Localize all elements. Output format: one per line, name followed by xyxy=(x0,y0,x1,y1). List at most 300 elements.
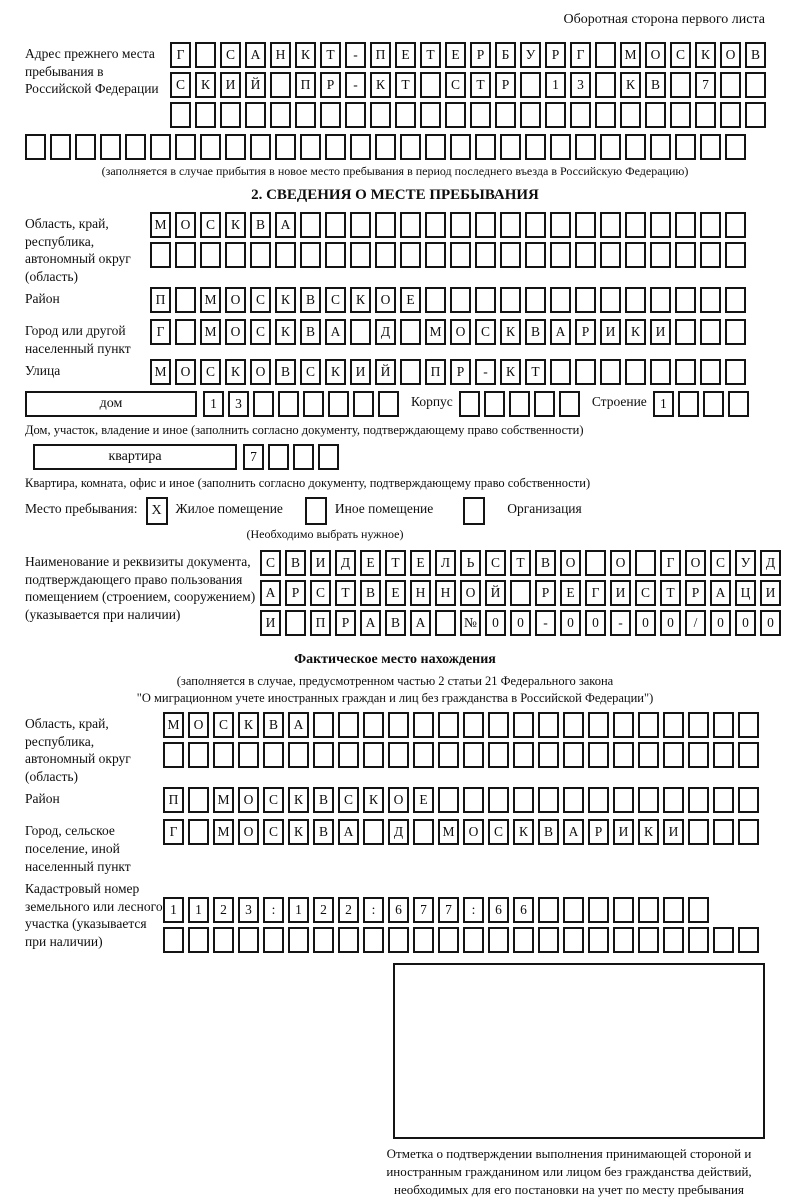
char-cell[interactable]: / xyxy=(685,610,706,636)
char-cell[interactable] xyxy=(663,712,684,738)
char-cell[interactable] xyxy=(275,242,296,268)
char-cell[interactable] xyxy=(413,819,434,845)
char-cell[interactable]: Е xyxy=(445,42,466,68)
char-cell[interactable] xyxy=(538,787,559,813)
char-cell[interactable] xyxy=(725,212,746,238)
char-cell[interactable]: С xyxy=(300,359,321,385)
char-cell[interactable] xyxy=(510,580,531,606)
char-cell[interactable]: Б xyxy=(495,42,516,68)
char-cell[interactable] xyxy=(200,242,221,268)
char-cell[interactable] xyxy=(520,102,541,128)
char-cell[interactable]: С xyxy=(325,287,346,313)
char-cell[interactable] xyxy=(688,742,709,768)
char-cell[interactable]: - xyxy=(345,72,366,98)
char-cell[interactable] xyxy=(188,742,209,768)
char-cell[interactable] xyxy=(675,134,696,160)
char-cell[interactable]: С xyxy=(263,819,284,845)
char-cell[interactable] xyxy=(350,319,371,345)
char-cell[interactable]: К xyxy=(275,287,296,313)
char-cell[interactable] xyxy=(635,550,656,576)
char-cell[interactable] xyxy=(475,242,496,268)
char-cell[interactable]: А xyxy=(260,580,281,606)
char-cell[interactable]: Е xyxy=(410,550,431,576)
char-cell[interactable] xyxy=(650,359,671,385)
char-cell[interactable] xyxy=(600,242,621,268)
char-cell[interactable]: И xyxy=(610,580,631,606)
char-cell[interactable] xyxy=(345,102,366,128)
char-cell[interactable]: Д xyxy=(335,550,356,576)
char-cell[interactable] xyxy=(438,712,459,738)
char-cell[interactable] xyxy=(363,927,384,953)
char-cell[interactable] xyxy=(488,787,509,813)
char-cell[interactable] xyxy=(320,102,341,128)
char-cell[interactable]: К xyxy=(638,819,659,845)
char-cell[interactable] xyxy=(463,712,484,738)
char-cell[interactable]: Ь xyxy=(460,550,481,576)
char-cell[interactable] xyxy=(325,212,346,238)
char-cell[interactable] xyxy=(675,287,696,313)
char-cell[interactable] xyxy=(725,359,746,385)
char-cell[interactable]: Г xyxy=(585,580,606,606)
char-cell[interactable]: К xyxy=(350,287,371,313)
char-cell[interactable]: К xyxy=(288,787,309,813)
char-cell[interactable] xyxy=(175,242,196,268)
char-cell[interactable] xyxy=(188,927,209,953)
char-cell[interactable]: М xyxy=(150,359,171,385)
char-cell[interactable]: П xyxy=(310,610,331,636)
char-cell[interactable] xyxy=(475,287,496,313)
char-cell[interactable]: К xyxy=(295,42,316,68)
char-cell[interactable]: К xyxy=(363,787,384,813)
char-cell[interactable]: 0 xyxy=(485,610,506,636)
char-cell[interactable] xyxy=(738,742,759,768)
char-cell[interactable] xyxy=(328,391,349,417)
char-cell[interactable]: Е xyxy=(400,287,421,313)
char-cell[interactable] xyxy=(638,787,659,813)
char-cell[interactable] xyxy=(713,927,734,953)
char-cell[interactable] xyxy=(400,134,421,160)
char-cell[interactable] xyxy=(525,212,546,238)
char-cell[interactable]: С xyxy=(488,819,509,845)
char-cell[interactable] xyxy=(703,391,724,417)
char-cell[interactable] xyxy=(188,819,209,845)
char-cell[interactable] xyxy=(700,287,721,313)
char-cell[interactable]: 2 xyxy=(213,897,234,923)
char-cell[interactable]: Е xyxy=(360,550,381,576)
char-cell[interactable]: А xyxy=(338,819,359,845)
char-cell[interactable] xyxy=(638,742,659,768)
char-cell[interactable] xyxy=(388,742,409,768)
char-cell[interactable] xyxy=(213,927,234,953)
char-cell[interactable] xyxy=(545,102,566,128)
char-cell[interactable] xyxy=(550,242,571,268)
char-cell[interactable]: 1 xyxy=(188,897,209,923)
char-cell[interactable]: С xyxy=(170,72,191,98)
char-cell[interactable]: А xyxy=(410,610,431,636)
char-cell[interactable] xyxy=(663,897,684,923)
char-cell[interactable] xyxy=(725,287,746,313)
char-cell[interactable] xyxy=(250,134,271,160)
char-cell[interactable]: К xyxy=(275,319,296,345)
char-cell[interactable] xyxy=(200,134,221,160)
char-cell[interactable] xyxy=(363,819,384,845)
char-cell[interactable]: С xyxy=(200,212,221,238)
char-cell[interactable] xyxy=(500,242,521,268)
char-cell[interactable]: К xyxy=(238,712,259,738)
char-cell[interactable]: 1 xyxy=(203,391,224,417)
char-cell[interactable]: В xyxy=(538,819,559,845)
char-cell[interactable] xyxy=(188,787,209,813)
char-cell[interactable] xyxy=(293,444,314,470)
char-cell[interactable] xyxy=(675,212,696,238)
char-cell[interactable] xyxy=(720,102,741,128)
char-cell[interactable] xyxy=(400,242,421,268)
char-cell[interactable] xyxy=(563,787,584,813)
char-cell[interactable]: А xyxy=(245,42,266,68)
char-cell[interactable]: К xyxy=(225,359,246,385)
char-cell[interactable]: С xyxy=(670,42,691,68)
char-cell[interactable] xyxy=(50,134,71,160)
char-cell[interactable] xyxy=(675,319,696,345)
char-cell[interactable] xyxy=(550,212,571,238)
char-cell[interactable]: К xyxy=(513,819,534,845)
char-cell[interactable] xyxy=(253,391,274,417)
char-cell[interactable]: В xyxy=(645,72,666,98)
char-cell[interactable] xyxy=(150,242,171,268)
char-cell[interactable] xyxy=(625,212,646,238)
char-cell[interactable] xyxy=(575,212,596,238)
char-cell[interactable]: М xyxy=(213,787,234,813)
char-cell[interactable]: О xyxy=(388,787,409,813)
char-cell[interactable]: А xyxy=(360,610,381,636)
char-cell[interactable] xyxy=(713,819,734,845)
char-cell[interactable] xyxy=(400,319,421,345)
char-cell[interactable]: 3 xyxy=(228,391,249,417)
char-cell[interactable]: Г xyxy=(150,319,171,345)
char-cell[interactable] xyxy=(550,287,571,313)
char-cell[interactable] xyxy=(738,927,759,953)
char-cell[interactable]: В xyxy=(275,359,296,385)
char-cell[interactable] xyxy=(500,212,521,238)
char-cell[interactable] xyxy=(450,242,471,268)
char-cell[interactable] xyxy=(338,712,359,738)
char-cell[interactable] xyxy=(700,359,721,385)
char-cell[interactable] xyxy=(163,927,184,953)
char-cell[interactable]: В xyxy=(300,319,321,345)
char-cell[interactable]: : xyxy=(463,897,484,923)
char-cell[interactable]: Т xyxy=(395,72,416,98)
char-cell[interactable] xyxy=(475,212,496,238)
char-cell[interactable]: Н xyxy=(435,580,456,606)
char-cell[interactable]: Т xyxy=(660,580,681,606)
char-cell[interactable]: М xyxy=(213,819,234,845)
char-cell[interactable]: Д xyxy=(760,550,781,576)
char-cell[interactable]: : xyxy=(363,897,384,923)
char-cell[interactable] xyxy=(225,134,246,160)
char-cell[interactable]: Р xyxy=(320,72,341,98)
char-cell[interactable]: К xyxy=(225,212,246,238)
char-cell[interactable]: М xyxy=(200,287,221,313)
char-cell[interactable] xyxy=(463,742,484,768)
char-cell[interactable] xyxy=(450,134,471,160)
char-cell[interactable]: 0 xyxy=(760,610,781,636)
char-cell[interactable]: К xyxy=(500,319,521,345)
char-cell[interactable]: 3 xyxy=(238,897,259,923)
char-cell[interactable]: Р xyxy=(285,580,306,606)
char-cell[interactable] xyxy=(484,391,505,417)
char-cell[interactable]: С xyxy=(250,319,271,345)
char-cell[interactable]: 6 xyxy=(388,897,409,923)
char-cell[interactable] xyxy=(325,242,346,268)
char-cell[interactable] xyxy=(650,212,671,238)
char-cell[interactable] xyxy=(370,102,391,128)
char-cell[interactable]: Н xyxy=(270,42,291,68)
char-cell[interactable] xyxy=(270,72,291,98)
char-cell[interactable]: К xyxy=(620,72,641,98)
char-cell[interactable] xyxy=(595,102,616,128)
char-cell[interactable]: И xyxy=(260,610,281,636)
char-cell[interactable]: О xyxy=(238,819,259,845)
char-cell[interactable] xyxy=(588,897,609,923)
char-cell[interactable]: 7 xyxy=(413,897,434,923)
char-cell[interactable] xyxy=(100,134,121,160)
char-cell[interactable]: Д xyxy=(375,319,396,345)
char-cell[interactable]: Т xyxy=(510,550,531,576)
char-cell[interactable] xyxy=(575,287,596,313)
char-cell[interactable]: О xyxy=(463,819,484,845)
char-cell[interactable]: У xyxy=(520,42,541,68)
char-cell[interactable] xyxy=(313,742,334,768)
char-cell[interactable] xyxy=(513,927,534,953)
char-cell[interactable]: Г xyxy=(660,550,681,576)
char-cell[interactable] xyxy=(588,742,609,768)
char-cell[interactable] xyxy=(278,391,299,417)
char-cell[interactable] xyxy=(700,242,721,268)
char-cell[interactable]: О xyxy=(610,550,631,576)
char-cell[interactable]: № xyxy=(460,610,481,636)
char-cell[interactable]: А xyxy=(710,580,731,606)
char-cell[interactable]: 2 xyxy=(338,897,359,923)
char-cell[interactable]: Т xyxy=(525,359,546,385)
char-cell[interactable] xyxy=(688,927,709,953)
char-cell[interactable]: В xyxy=(285,550,306,576)
char-cell[interactable]: Й xyxy=(245,72,266,98)
char-cell[interactable] xyxy=(488,927,509,953)
char-cell[interactable]: С xyxy=(200,359,221,385)
char-cell[interactable] xyxy=(375,242,396,268)
char-cell[interactable]: О xyxy=(238,787,259,813)
char-cell[interactable] xyxy=(663,742,684,768)
char-cell[interactable] xyxy=(195,42,216,68)
char-cell[interactable] xyxy=(225,242,246,268)
char-cell[interactable] xyxy=(425,242,446,268)
char-cell[interactable]: М xyxy=(163,712,184,738)
char-cell[interactable] xyxy=(625,242,646,268)
char-cell[interactable]: 0 xyxy=(660,610,681,636)
char-cell[interactable] xyxy=(713,787,734,813)
char-cell[interactable]: 1 xyxy=(163,897,184,923)
char-cell[interactable] xyxy=(445,102,466,128)
char-cell[interactable] xyxy=(75,134,96,160)
char-cell[interactable]: : xyxy=(263,897,284,923)
char-cell[interactable] xyxy=(638,712,659,738)
char-cell[interactable]: М xyxy=(200,319,221,345)
char-cell[interactable] xyxy=(300,134,321,160)
char-cell[interactable] xyxy=(353,391,374,417)
char-cell[interactable] xyxy=(488,742,509,768)
char-cell[interactable] xyxy=(500,134,521,160)
char-cell[interactable] xyxy=(425,287,446,313)
char-cell[interactable] xyxy=(585,550,606,576)
char-cell[interactable] xyxy=(338,742,359,768)
char-cell[interactable]: С xyxy=(260,550,281,576)
char-cell[interactable] xyxy=(500,287,521,313)
char-cell[interactable]: И xyxy=(663,819,684,845)
char-cell[interactable] xyxy=(600,359,621,385)
char-cell[interactable] xyxy=(388,927,409,953)
char-cell[interactable]: И xyxy=(650,319,671,345)
char-cell[interactable]: К xyxy=(288,819,309,845)
char-cell[interactable] xyxy=(613,712,634,738)
char-cell[interactable] xyxy=(175,134,196,160)
char-cell[interactable] xyxy=(613,927,634,953)
char-cell[interactable]: О xyxy=(645,42,666,68)
char-cell[interactable] xyxy=(125,134,146,160)
char-cell[interactable] xyxy=(600,212,621,238)
char-cell[interactable]: В xyxy=(250,212,271,238)
char-cell[interactable]: О xyxy=(450,319,471,345)
char-cell[interactable] xyxy=(268,444,289,470)
char-cell[interactable]: С xyxy=(485,550,506,576)
char-cell[interactable] xyxy=(438,742,459,768)
char-cell[interactable] xyxy=(470,102,491,128)
char-cell[interactable]: Р xyxy=(575,319,596,345)
char-cell[interactable] xyxy=(600,134,621,160)
char-cell[interactable]: 7 xyxy=(243,444,264,470)
char-cell[interactable]: К xyxy=(500,359,521,385)
char-cell[interactable]: В xyxy=(360,580,381,606)
char-cell[interactable] xyxy=(285,610,306,636)
char-cell[interactable] xyxy=(663,787,684,813)
char-cell[interactable] xyxy=(303,391,324,417)
char-cell[interactable] xyxy=(238,742,259,768)
char-cell[interactable]: К xyxy=(325,359,346,385)
char-cell[interactable]: 6 xyxy=(513,897,534,923)
char-cell[interactable]: Е xyxy=(395,42,416,68)
char-cell[interactable] xyxy=(700,212,721,238)
char-cell[interactable] xyxy=(613,897,634,923)
char-cell[interactable]: В xyxy=(300,287,321,313)
char-cell[interactable] xyxy=(595,72,616,98)
char-cell[interactable] xyxy=(375,212,396,238)
char-cell[interactable]: Р xyxy=(450,359,471,385)
char-cell[interactable] xyxy=(438,787,459,813)
char-cell[interactable] xyxy=(238,927,259,953)
char-cell[interactable] xyxy=(650,242,671,268)
char-cell[interactable] xyxy=(713,712,734,738)
char-cell[interactable] xyxy=(220,102,241,128)
char-cell[interactable] xyxy=(695,102,716,128)
char-cell[interactable]: М xyxy=(150,212,171,238)
char-cell[interactable]: В xyxy=(313,819,334,845)
char-cell[interactable]: 0 xyxy=(560,610,581,636)
char-cell[interactable] xyxy=(550,134,571,160)
char-cell[interactable]: Р xyxy=(588,819,609,845)
char-cell[interactable]: И xyxy=(613,819,634,845)
char-cell[interactable]: О xyxy=(685,550,706,576)
char-cell[interactable]: В xyxy=(313,787,334,813)
char-cell[interactable]: 7 xyxy=(695,72,716,98)
char-cell[interactable] xyxy=(420,72,441,98)
char-cell[interactable]: В xyxy=(385,610,406,636)
char-cell[interactable]: Р xyxy=(535,580,556,606)
char-cell[interactable]: Е xyxy=(560,580,581,606)
char-cell[interactable]: О xyxy=(175,359,196,385)
char-cell[interactable]: Д xyxy=(388,819,409,845)
checkbox-residential[interactable]: X xyxy=(146,497,168,525)
char-cell[interactable]: М xyxy=(620,42,641,68)
char-cell[interactable] xyxy=(513,742,534,768)
char-cell[interactable] xyxy=(725,134,746,160)
char-cell[interactable]: О xyxy=(225,319,246,345)
char-cell[interactable]: А xyxy=(563,819,584,845)
char-cell[interactable] xyxy=(688,819,709,845)
char-cell[interactable]: Т xyxy=(335,580,356,606)
char-cell[interactable]: О xyxy=(225,287,246,313)
char-cell[interactable]: В xyxy=(535,550,556,576)
char-cell[interactable]: П xyxy=(295,72,316,98)
char-cell[interactable]: И xyxy=(350,359,371,385)
char-cell[interactable]: И xyxy=(310,550,331,576)
char-cell[interactable] xyxy=(738,819,759,845)
char-cell[interactable] xyxy=(638,897,659,923)
char-cell[interactable] xyxy=(563,927,584,953)
char-cell[interactable]: 2 xyxy=(313,897,334,923)
char-cell[interactable]: А xyxy=(550,319,571,345)
char-cell[interactable] xyxy=(588,927,609,953)
char-cell[interactable] xyxy=(175,287,196,313)
char-cell[interactable]: И xyxy=(600,319,621,345)
char-cell[interactable] xyxy=(413,742,434,768)
char-cell[interactable] xyxy=(575,134,596,160)
char-cell[interactable] xyxy=(550,359,571,385)
char-cell[interactable] xyxy=(525,134,546,160)
char-cell[interactable]: 0 xyxy=(635,610,656,636)
char-cell[interactable] xyxy=(495,102,516,128)
char-cell[interactable] xyxy=(613,742,634,768)
char-cell[interactable] xyxy=(688,897,709,923)
char-cell[interactable]: - xyxy=(475,359,496,385)
char-cell[interactable] xyxy=(413,712,434,738)
char-cell[interactable]: К xyxy=(370,72,391,98)
char-cell[interactable]: С xyxy=(250,287,271,313)
char-cell[interactable]: Р xyxy=(470,42,491,68)
char-cell[interactable] xyxy=(563,897,584,923)
char-cell[interactable]: 0 xyxy=(710,610,731,636)
char-cell[interactable]: Г xyxy=(163,819,184,845)
char-cell[interactable] xyxy=(625,359,646,385)
char-cell[interactable] xyxy=(170,102,191,128)
char-cell[interactable]: Л xyxy=(435,550,456,576)
char-cell[interactable] xyxy=(725,242,746,268)
char-cell[interactable] xyxy=(313,712,334,738)
char-cell[interactable]: Т xyxy=(385,550,406,576)
char-cell[interactable]: О xyxy=(460,580,481,606)
char-cell[interactable] xyxy=(588,787,609,813)
char-cell[interactable]: - xyxy=(345,42,366,68)
char-cell[interactable] xyxy=(350,242,371,268)
char-cell[interactable]: О xyxy=(188,712,209,738)
